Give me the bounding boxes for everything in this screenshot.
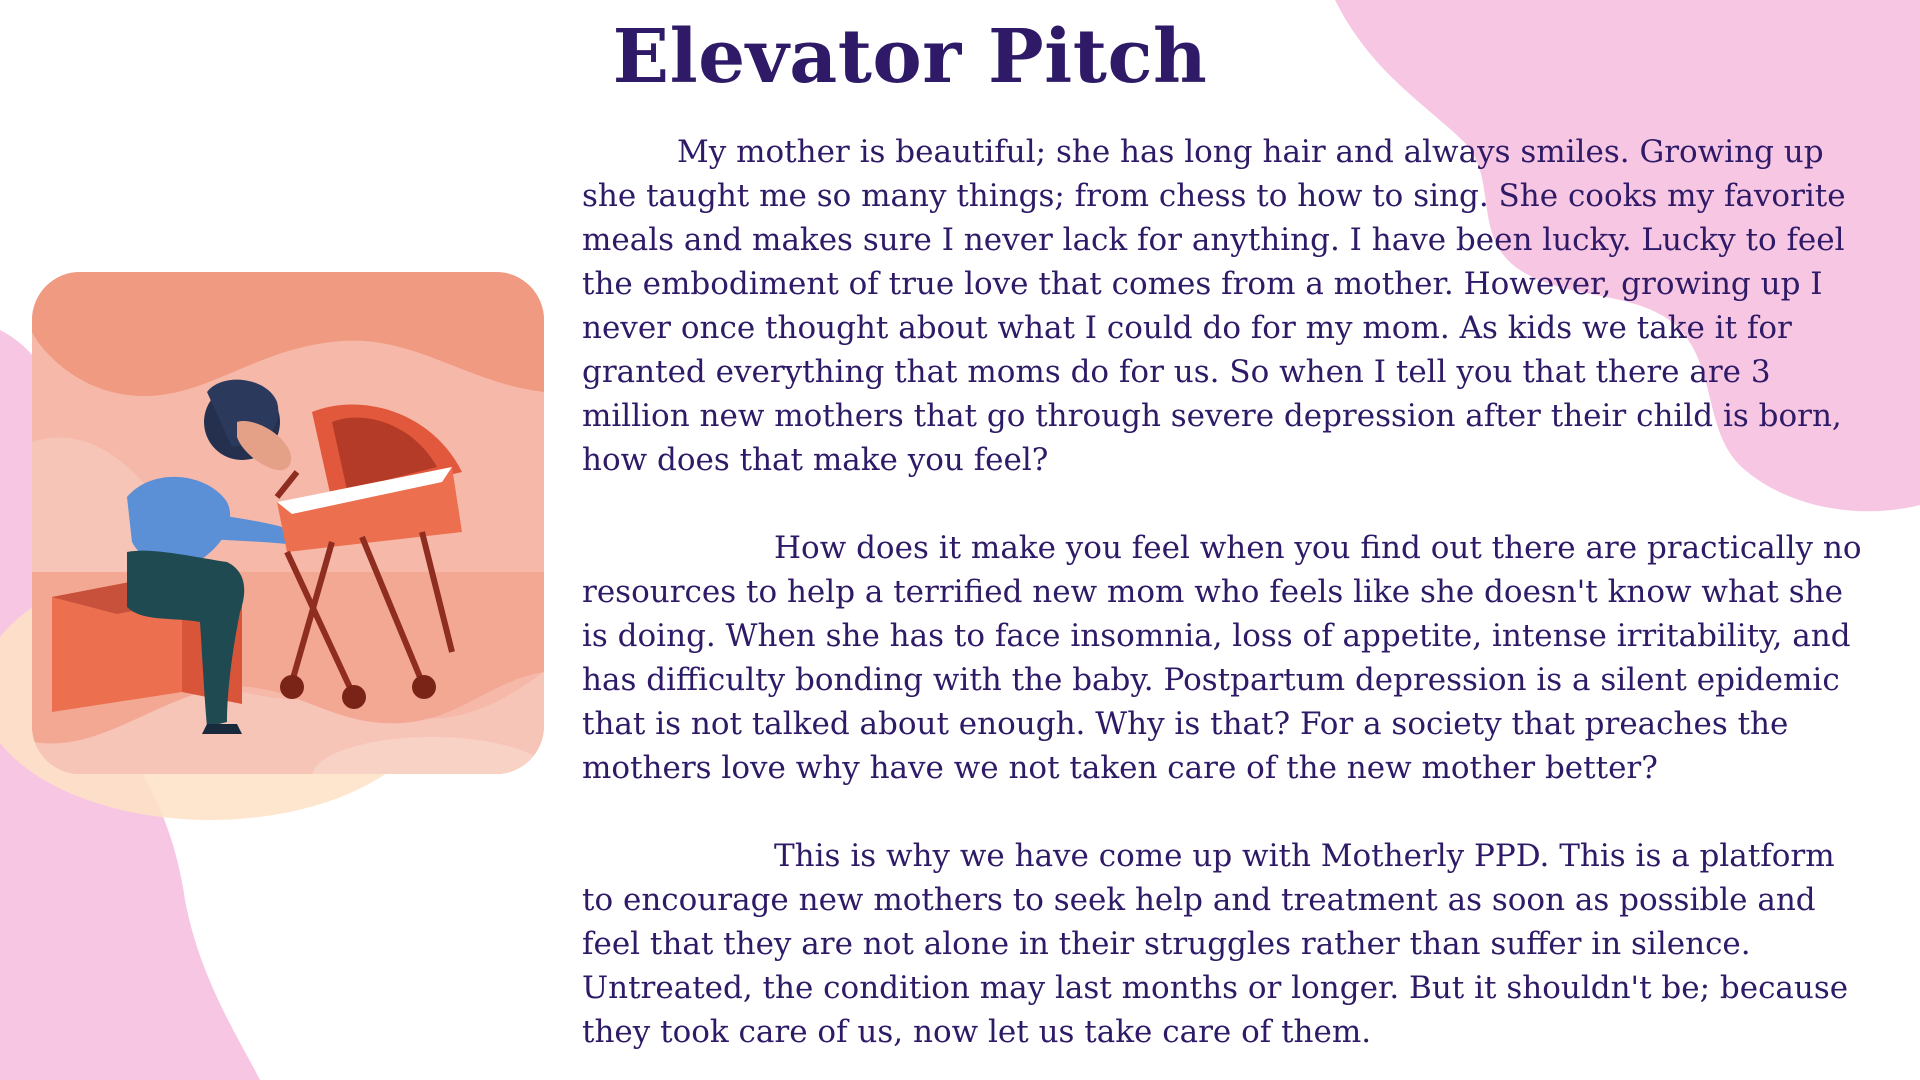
paragraph-text: This is why we have come up with Motherly PPD. This is a platform to encourage new mothers to seek help and treatment as soon as possible and feel that they are not alone in their struggles rather than suffer in silence. Untreated, the condition may last months or longer. But it shouldn't be; because they took care of us, now let us take care of them. [582, 838, 1849, 1050]
elevator-pitch-body [582, 130, 1867, 1054]
paragraph-solution [582, 834, 1867, 1054]
paragraph-problem [582, 526, 1867, 790]
paragraph-text: My mother is beautiful; she has long hair and always smiles. Growing up she taught me so many things; from chess to how to sing. She cooks my favorite meals and makes sure I never lack for anything. I have been lucky. Lucky to feel the embodiment of true love that comes from a mother. However, growing up I never once thought about what I could do for my mom. As kids we take it for granted everything that moms do for us. So when I tell you that there are 3 million new mothers that go through severe depression after their child is born, how does that make you feel? [582, 134, 1846, 478]
paragraph-spacer [582, 482, 1867, 526]
paragraph-intro [582, 130, 1867, 482]
paragraph-text: How does it make you feel when you find out there are practically no resources to help a terrified new mom who feels like she doesn't know what she is doing. When she has to face insomnia, loss of appetite, intense irritability, and has difficulty bonding with the baby. Postpartum depression is a silent epidemic that is not talked about enough. Why is that? For a society that preaches the mothers love why have we not taken care of the new mother better? [582, 530, 1862, 786]
mother-stroller-illustration [32, 272, 544, 774]
page-title: Elevator Pitch [612, 14, 1208, 100]
paragraph-spacer [582, 790, 1867, 834]
